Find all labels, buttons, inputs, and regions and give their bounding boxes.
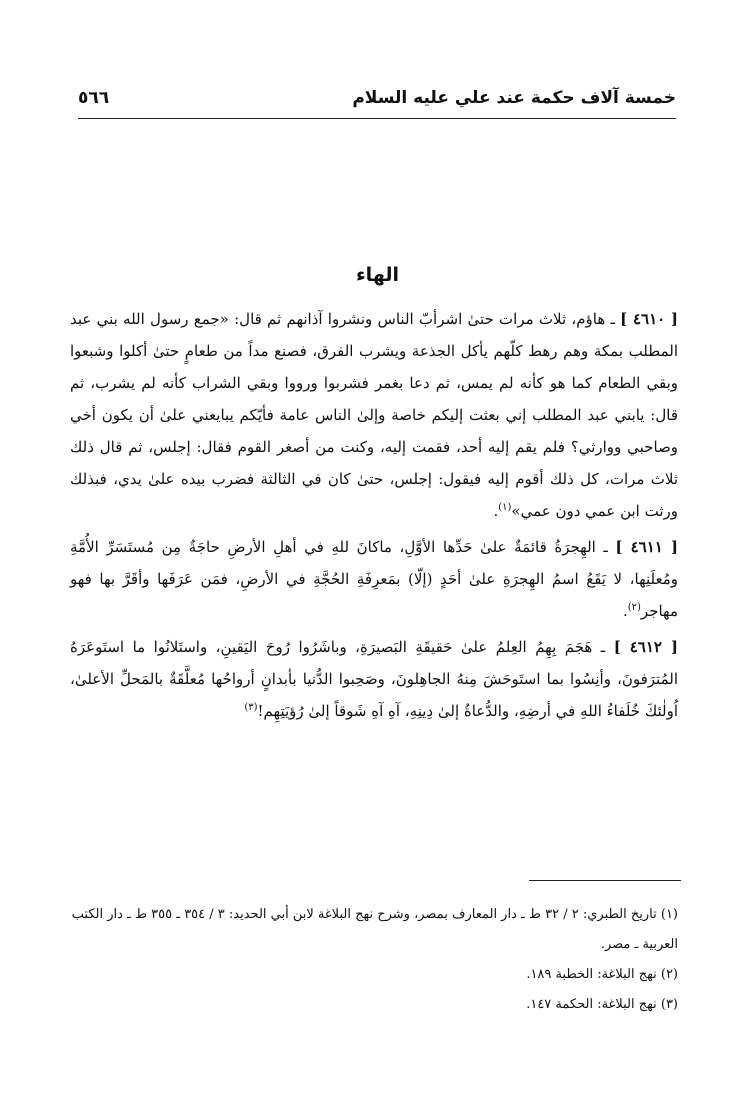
footnote-3: (٣) نهج البلاغة: الحكمة ١٤٧. <box>526 997 678 1012</box>
footnote-ref: (٣) <box>244 702 258 713</box>
entry-number: [ ٤٦١٠ ] <box>620 310 678 328</box>
page-header <box>78 86 676 116</box>
entry-4612 <box>70 631 678 727</box>
footnote-ref: (٢) <box>627 602 641 613</box>
entry-4611: [ ٤٦١١ ] ـ الهِجرَةُ قائمَةٌ علىٰ حَدِّها الأوَّلِ، ماكانَ للهِ في أهلِ الأرضِ حاجَةٌ مِن مُستَسَرِّ الأُمَّةِ ومُعلَنِها، لا يَقَعُ اسمُ الهِجرَةِ علىٰ أحَدٍ (إلّا) بمَعرِفَةِ الحُجَّةِ في الأرضِ، فمَن عَرَفَها وأقَرَّ بها فهو مهاجر$^{(٢)}$. <box>70 538 678 620</box>
entry-text: ـ الهِجرَةُ قائمَةٌ علىٰ حَدِّها الأوَّلِ، ماكانَ للهِ في أهلِ الأرضِ حاجَةٌ مِن مُستَسَرِّ الأُمَّةِ ومُعلَنِها، لا يَقَعُ اسمُ الهِجرَةِ علىٰ أحَدٍ (إلّا) بمَعرِفَةِ الحُجَّةِ في الأرضِ، فمَن عَرَفَها وأقَرَّ بها فهو مهاجر <box>70 538 678 620</box>
entry-text: ـ هاؤم، ثلاث مرات حتىٰ اشرأبّ الناس ونشروا آذانهم ثم قال: «جمع رسول الله بني عبد المطلب بمكة وهم رهط كلّهم يأكل الجذعة ويشرب الفرق، فصنع مداً من طعامٍ حتىٰ أكلوا وشبعوا وبقي الطعام كما هو كأنه لم يمس، ثم دعا بغمر فشربوا ورووا وبقي الشراب كأنه لم يشرب، ثم قال: يابني عبد المطلب إني بعثت إليكم خاصة وإلىٰ الناس عامة فأيّكم يبايعني علىٰ أن يكون أخي وصاحبي ووارثي؟ فلم يقم إليه أحد، فقمت إليه، وكنت من أصغر القوم فقال: إجلس، ثم قال ذلك ثلاث مرات، كل ذلك أقوم إليه فيقول: إجلس، حتىٰ كان في الثالثة فضرب بيده علىٰ يدي، فبذلك ورثت ابن عمي دون عمي» <box>70 310 678 520</box>
body-text <box>70 303 678 731</box>
entry-number: [ ٤٦١١ ] <box>615 538 678 556</box>
footnote-rule <box>529 880 681 881</box>
entry-number: [ ٤٦١٢ ] <box>613 638 678 656</box>
page-number: ٥٦٦ <box>78 88 110 108</box>
running-title: خمسة آلاف حكمة عند علي عليه السلام <box>352 88 676 108</box>
section-heading: الهاء <box>355 264 400 286</box>
entry-text: ـ هَجَمَ بِهِمُ العِلمُ علىٰ حَقيقَةِ البَصيرَةِ، وباشَرُوا رُوحَ اليَقينِ، واستَلانُوا ما استَوعَرَهُ المُترَفونَ، وأنِسُوا بما استَوحَشَ مِنهُ الجاهِلونَ، وصَحِبوا الدُّنيا بأبدانٍ أرواحُها مُعلَّقَةٌ بالمَحلِّ الأعلىٰ، اُولٰئكَ خُلَفاءُ اللهِ في أرضِهِ، والدُّعاةُ إلىٰ دِينِهِ، آهِ آهِ شَوقاً إلىٰ رُؤيَتِهِم! <box>70 638 678 720</box>
entry-4610: [ ٤٦١٠ ] ـ هاؤم، ثلاث مرات حتىٰ اشرأبّ الناس ونشروا آذانهم ثم قال: «جمع رسول الله بني عبد المطلب بمكة وهم رهط كلّهم يأكل الجذعة ويشرب الفرق، فصنع مداً من طعامٍ حتىٰ أكلوا وشبعوا وبقي الطعام كما هو كأنه لم يمس، ثم دعا بغمر فشربوا ورووا وبقي الشراب كأنه لم يشرب، ثم قال: يابني عبد المطلب إني بعثت إليكم خاصة وإلىٰ الناس عامة فأيّكم يبايعني علىٰ أن يكون أخي وصاحبي ووارثي؟ فلم يقم إليه أحد، فقمت إليه، وكنت من أصغر القوم فقال: إجلس، ثم قال ذلك ثلاث مرات، كل ذلك أقوم إليه فيقول: إجلس، حتىٰ كان في الثالثة فضرب بيده علىٰ يدي، فبذلك ورثت ابن عمي دون عمي»$^{(١)}$. <box>70 310 678 520</box>
footnote-ref: (١) <box>498 502 512 513</box>
header-rule <box>78 118 676 119</box>
footnotes <box>70 900 678 1020</box>
footnote-2: (٢) نهج البلاغة: الخطبة ١٨٩. <box>526 967 678 982</box>
footnote-1: (١) تاريخ الطبري: ٢ / ٣٢ ط ـ دار المعارف بمصر، وشرح نهج البلاغة لابن أبي الحديد: ٣ / ٣٥٤ ـ ٣٥٥ ط ـ دار الكتب العربية ـ مصر. <box>71 907 678 952</box>
